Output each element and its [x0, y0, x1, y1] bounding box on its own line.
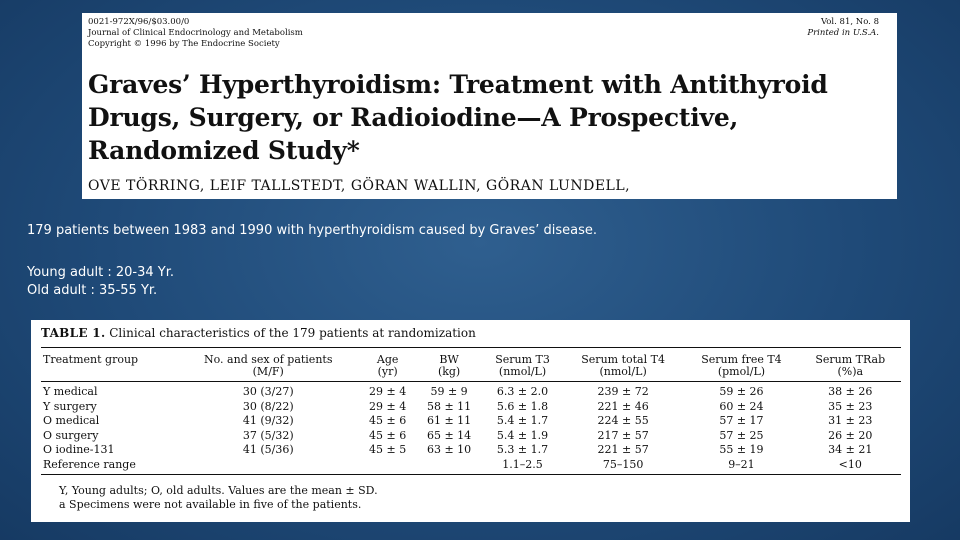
table-cell: 221 ± 46	[597, 399, 649, 413]
table-top-rule	[41, 347, 901, 348]
clinical-characteristics-table	[41, 354, 901, 475]
table-cell: 41 (5/36)	[242, 443, 294, 456]
row-label: O iodine-131	[43, 443, 115, 456]
table-cell: 1.1–2.5	[482, 458, 563, 475]
table-cell: 60 ± 24	[719, 399, 764, 413]
row-label: Y surgery	[43, 399, 97, 413]
table-cell: 224 ± 55	[597, 414, 649, 427]
table-cell: 31 ± 23	[828, 414, 873, 427]
journal-meta	[88, 17, 303, 50]
table-row	[41, 382, 901, 400]
table-cell: 65 ± 14	[426, 428, 472, 442]
table-cell: 26 ± 20	[828, 428, 873, 442]
table-cell: 6.3 ± 2.0	[496, 385, 549, 398]
table-cell: 38 ± 26	[828, 385, 873, 398]
study-population-text: 179 patients between 1983 and 1990 with hyperthyroidism caused by Graves’ disease.	[27, 223, 598, 238]
col-header-t3: Serum T3	[495, 353, 550, 366]
volume-line: Vol. 81, No. 8	[820, 17, 879, 27]
table-image	[31, 320, 910, 522]
table-cell: 30 (3/27)	[242, 385, 294, 398]
col-unit-bw: (kg)	[416, 366, 482, 382]
slide-body	[27, 222, 597, 300]
table-row	[41, 458, 901, 475]
table-cell: 5.6 ± 1.8	[496, 399, 549, 413]
table-cell: 29 ± 4	[369, 399, 407, 413]
table-cell: 59 ± 26	[719, 385, 764, 398]
col-unit-total-t4: (nmol/L)	[563, 366, 684, 382]
table-cell: 57 ± 17	[719, 414, 764, 427]
old-adult-definition: Old adult : 35-55 Yr.	[27, 283, 158, 298]
col-unit-patients: (M/F)	[177, 366, 359, 382]
col-unit-age: (yr)	[359, 366, 416, 382]
table-cell: 5.4 ± 1.9	[496, 428, 549, 442]
table-cell: 37 (5/32)	[242, 428, 294, 442]
table-cell: 59 ± 9	[430, 385, 468, 398]
paper-title: Graves’ Hyperthyroidism: Treatment with Antithyroid Drugs, Surgery, or Radioiodine—A Prospective, Randomized Study*	[88, 70, 828, 165]
col-header-bw: BW	[439, 353, 459, 366]
col-unit-free-t4: (pmol/L)	[683, 366, 799, 382]
table-cell: 41 (9/32)	[242, 414, 294, 427]
table-label: TABLE 1.	[41, 326, 106, 340]
table-cell: 58 ± 11	[426, 399, 472, 413]
paper-authors: OVE TÖRRING, LEIF TALLSTEDT, GÖRAN WALLIN, GÖRAN LUNDELL,	[88, 178, 631, 194]
table-cell: 45 ± 6	[369, 428, 407, 442]
col-header-age: Age	[376, 353, 399, 366]
footnote-specimens: a Specimens were not available in five of the patients.	[59, 498, 362, 511]
table-cell: 9–21	[683, 458, 799, 475]
table-cell: 57 ± 25	[719, 428, 764, 442]
table-cell: 29 ± 4	[369, 385, 407, 398]
col-unit-t3: (nmol/L)	[482, 366, 563, 382]
issn-line: 0021-972X/96/$03.00/0	[88, 17, 190, 27]
row-label: O surgery	[43, 428, 99, 442]
table-cell: 34 ± 21	[828, 443, 873, 456]
col-header-group: Treatment group	[43, 353, 139, 366]
col-unit-group	[41, 366, 177, 382]
table-cell: <10	[800, 458, 901, 475]
journal-name: Journal of Clinical Endocrinology and Metabolism	[88, 28, 303, 38]
table-row	[41, 400, 901, 415]
table-caption	[41, 326, 476, 340]
table-cell: 217 ± 57	[597, 428, 649, 442]
table-row	[41, 429, 901, 444]
row-label: Reference range	[41, 458, 177, 475]
table-cell: 75–150	[563, 458, 684, 475]
printed-line: Printed in U.S.A.	[807, 28, 879, 38]
table-cell	[416, 458, 482, 475]
table-cell: 30 (8/22)	[242, 399, 294, 413]
col-header-trab: Serum TRab	[815, 353, 886, 366]
table-cell: 63 ± 10	[426, 443, 472, 456]
table-cell: 45 ± 6	[369, 414, 407, 427]
table-units-row	[41, 366, 901, 382]
table-cell	[359, 458, 416, 475]
table-cell: 35 ± 23	[828, 399, 873, 413]
col-header-free-t4: Serum free T4	[701, 353, 782, 366]
table-footnotes	[59, 484, 378, 512]
table-cell: 5.4 ± 1.7	[496, 414, 549, 427]
footnote-abbreviations: Y, Young adults; O, old adults. Values are the mean ± SD.	[59, 484, 378, 497]
copyright-line: Copyright © 1996 by The Endocrine Society	[88, 39, 280, 49]
table-cell: 5.3 ± 1.7	[496, 443, 549, 456]
table-header-row	[41, 354, 901, 366]
col-header-total-t4: Serum total T4	[581, 353, 665, 366]
table-cell: 45 ± 5	[369, 443, 407, 456]
table-cell: 55 ± 19	[719, 443, 764, 456]
row-label: O medical	[43, 414, 100, 427]
table-cell: 239 ± 72	[597, 385, 649, 398]
volume-meta	[807, 17, 879, 39]
col-header-patients: No. and sex of patients	[204, 353, 333, 366]
table-row	[41, 443, 901, 458]
table-cell: 221 ± 57	[597, 443, 649, 456]
table-cell: 61 ± 11	[426, 414, 472, 427]
paper-header-image	[82, 13, 897, 199]
table-body	[41, 382, 901, 475]
table-cell	[177, 458, 359, 475]
row-label: Y medical	[43, 385, 98, 398]
table-caption-text: Clinical characteristics of the 179 patients at randomization	[109, 326, 476, 340]
col-unit-trab: (%)a	[800, 366, 901, 382]
table-row	[41, 414, 901, 429]
young-adult-definition: Young adult : 20-34 Yr.	[27, 265, 174, 280]
